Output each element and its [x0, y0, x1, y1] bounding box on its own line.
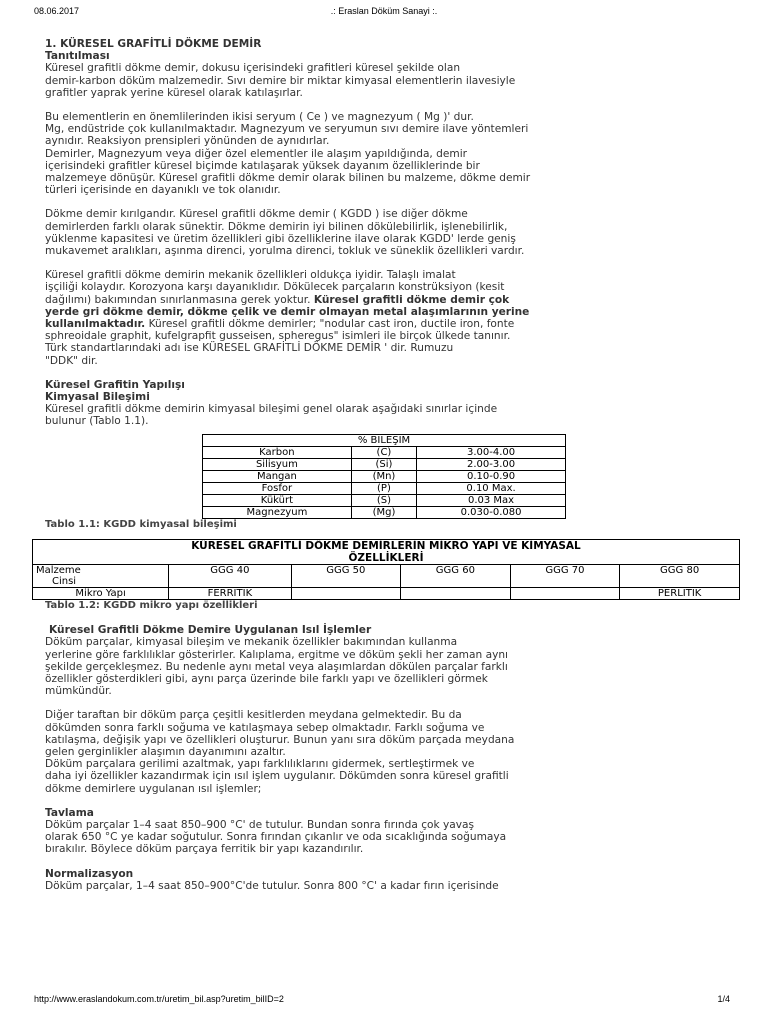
- section-heading: Küresel Grafitin Yapılışı: [45, 378, 185, 391]
- table-cell: GGG 60: [401, 564, 511, 587]
- paragraph-line: Küresel grafitli dökme demirin mekanik özellikleri oldukça iyidir. Talaşlı imalat: [45, 269, 456, 282]
- table-caption: Tablo 1.1: KGDD kimyasal bileşimi: [45, 518, 237, 530]
- paragraph-line: Küresel grafitli dökme demir, dokusu içerisindeki grafitleri küresel şekilde olan: [45, 62, 461, 75]
- table-header: % BİLEŞİM: [203, 434, 566, 446]
- print-page-title: .: Eraslan Döküm Sanayi :.: [330, 6, 438, 16]
- table-row: [203, 482, 566, 494]
- paragraph-line: Küresel grafitli dökme demirin kimyasal bileşimi genel olarak aşağıdaki sınırlar içinde: [45, 403, 498, 416]
- paragraph-line: Mg, endüstride çok kullanılmaktadır. Magnezyum ve seryumun sıvı demire ilave yöntemleri: [45, 123, 529, 136]
- table-cell: [510, 587, 620, 599]
- table-cell: 0.10-0.90: [417, 470, 566, 482]
- paragraph-line: mukavemet aralıkları, aşınma direnci, yorulma direnci, tokluk ve süneklik özellikleri vardır.: [45, 245, 525, 258]
- plain-text: dağılımı) bakımından sınırlanmasına gerek yoktur.: [45, 293, 314, 306]
- table-cell: PERLİTİK: [620, 587, 740, 599]
- paragraph-line: Döküm parçalar, 1–4 saat 850–900°C'de tutulur. Sonra 800 °C' a kadar fırın içerisinde: [45, 879, 499, 892]
- paragraph-line: Döküm parçalara gerilimi azaltmak, yapı farklılıklarını gidermek, sertleştirmek ve: [45, 758, 475, 771]
- page-number: 1/4: [717, 994, 730, 1004]
- paragraph-line: yüklenme kapasitesi ve üretim özellikleri gibi özelliklerine ilave olarak KGDD' lerde geniş: [45, 232, 516, 245]
- table-row: [33, 587, 740, 599]
- table-cell: GGG 80: [620, 564, 740, 587]
- section-subheading: Kimyasal Bileşimi: [45, 391, 150, 404]
- table-row: [203, 470, 566, 482]
- table-cell: GGG 70: [510, 564, 620, 587]
- table-title: [33, 539, 740, 564]
- composition-table: [202, 434, 566, 519]
- paragraph-line: şekilde gerçekleşmez. Bu nedenle aynı metal veya alaşımlardan dökülen parçalar farklı: [45, 660, 508, 673]
- table-cell: Silisyum: [203, 458, 352, 470]
- table-cell: Fosfor: [203, 482, 352, 494]
- table-row: [33, 564, 740, 587]
- table-cell: (S): [351, 494, 416, 506]
- paragraph-line: dökme demirlere uygulanan ısıl işlemler;: [45, 782, 262, 795]
- paragraph-line: gelen gerginlikler alaşımın dayanımını azaltır.: [45, 745, 286, 758]
- table-title-line: KÜRESEL GRAFİTLİ DÖKME DEMİRLERİN MİKRO YAPI VE KİMYASAL: [191, 539, 581, 552]
- paragraph-line: Döküm parçalar 1–4 saat 850–900 °C' de tutulur. Bundan sonra fırında çok yavaş: [45, 818, 475, 831]
- paragraph-line: aynıdır. Reaksiyon prensipleri yönünden de aynıdırlar.: [45, 135, 330, 148]
- paragraph-line: "DDK" dir.: [45, 354, 98, 367]
- paragraph-line: Dökme demir kırılgandır. Küresel grafitli dökme demir ( KGDD ) ise diğer dökme: [45, 208, 468, 221]
- table-cell: 2.00-3.00: [417, 458, 566, 470]
- table-cell: GGG 40: [169, 564, 291, 587]
- section-heading: Küresel Grafitli Dökme Demire Uygulanan Isıl İşlemler: [49, 624, 372, 637]
- table-row: [203, 494, 566, 506]
- paragraph-line: sphreoidale graphit, kufelgrapfit gusseisen, spheregus" isimleri ile birçok ülkede tanınır.: [45, 330, 511, 343]
- print-date: 08.06.2017: [34, 6, 80, 16]
- table-cell: 3.00-4.00: [417, 446, 566, 458]
- table-caption: Tablo 1.2: KGDD mikro yapı özellikleri: [45, 599, 258, 611]
- paragraph-line: Diğer taraftan bir döküm parça çeşitli kesitlerden meydana gelmektedir. Bu da: [45, 709, 462, 722]
- table-cell: (C): [351, 446, 416, 458]
- table-cell: Magnezyum: [203, 506, 352, 518]
- paragraph-line: grafitler yaprak yerine küresel olarak katılaşırlar.: [45, 86, 303, 99]
- bold-text: kullanılmaktadır.: [45, 318, 146, 331]
- paragraph-line: Türk standartlarındaki adı ise KÜRESEL GRAFİTLİ DÖKME DEMİR ' dir. Rumuzu: [45, 342, 454, 355]
- paragraph-line: dökümden sonra farklı soğuma ve katılaşmaya sebep olmaktadır. Farklı soğuma ve: [45, 721, 485, 734]
- paragraph-line: işçiliği kolaydır. Korozyona karşı dayanıklıdır. Dökülecek parçaların konstrüksiyon (kesit: [45, 281, 505, 294]
- paragraph-line: Bu elementlerin en önemlilerinden ikisi seryum ( Ce ) ve magnezyum ( Mg )' dur.: [45, 111, 474, 124]
- bold-text: Küresel grafitli dökme demir çok: [313, 293, 510, 306]
- table-title-line: ÖZELLİKLERİ: [348, 551, 424, 564]
- paragraph-line: içerisindeki grafitler küresel biçimde katılaşarak yüksek dayanım özelliklerinde bir: [45, 159, 480, 172]
- table-cell: Karbon: [203, 446, 352, 458]
- paragraph-line: mümkündür.: [45, 685, 112, 698]
- table-cell: FERRİTİK: [169, 587, 291, 599]
- table-cell: Mikro Yapı: [33, 587, 169, 599]
- table-cell: (Si): [351, 458, 416, 470]
- paragraph-line: daha iyi özellikler kazandırmak için ısıl işlem uygulanır. Dökümden sonra küresel grafitli: [45, 770, 509, 783]
- table-cell: 0.03 Max: [417, 494, 566, 506]
- plain-text: Küresel grafitli dökme demirler; "nodular cast iron, ductile iron, fonte: [145, 318, 515, 331]
- table-cell: (P): [351, 482, 416, 494]
- table-cell: [33, 564, 169, 587]
- table-cell: (Mn): [351, 470, 416, 482]
- table-row: [203, 506, 566, 518]
- table-row: [203, 446, 566, 458]
- table-cell: (Mg): [351, 506, 416, 518]
- paragraph-line: [45, 318, 725, 330]
- paragraph-line: [45, 294, 725, 306]
- table-cell: GGG 50: [291, 564, 401, 587]
- section-heading: Normalizasyon: [45, 867, 134, 880]
- section-heading: Tavlama: [45, 806, 94, 819]
- paragraph-line: demirlerden farklı olarak sünektir. Dökme demirin iyi bilinen dökülebilirlik, işlenebilirlik,: [45, 220, 508, 233]
- table-cell: 0.030-0.080: [417, 506, 566, 518]
- document-body: [36, 38, 725, 892]
- print-url: http://www.eraslandokum.com.tr/uretim_bil.asp?uretim_bilID=2: [34, 994, 284, 1004]
- table-cell: [291, 587, 401, 599]
- paragraph-line: yerlerine göre farklılıklar gösterirler. Kalıplama, ergitme ve döküm şekli her zaman aynı: [45, 648, 508, 661]
- section-subheading: Tanıtılması: [45, 50, 110, 63]
- paragraph-line: bırakılır. Böylece döküm parçaya ferritik bir yapı kazandırılır.: [45, 843, 364, 856]
- paragraph-line: türleri içerisinde en dayanıklı ve tok olanıdır.: [45, 184, 281, 197]
- paragraph-line: Demirler, Magnezyum veya diğer özel elementler ile alaşım yapıldığında, demir: [45, 147, 468, 160]
- paragraph-line: Döküm parçalar, kimyasal bileşim ve mekanik özellikler bakımından kullanma: [45, 636, 458, 649]
- section-heading: 1. KÜRESEL GRAFİTLİ DÖKME DEMİR: [45, 38, 262, 50]
- paragraph-line: olarak 650 °C ye kadar soğutulur. Sonra fırından çıkanlır ve oda sıcaklığında soğumaya: [45, 831, 507, 844]
- table-row: [203, 458, 566, 470]
- table-cell: 0.10 Max.: [417, 482, 566, 494]
- paragraph-line: özellikler gösterdikleri gibi, aynı parça üzerinde bile farklı yapı ve özellikleri görmek: [45, 672, 488, 685]
- paragraph-line: katılaşma, değişik yapı ve özellikleri oluşturur. Bunun yanı sıra döküm parçada meydana: [45, 733, 515, 746]
- bold-line: yerde gri dökme demir, dökme çelik ve demir olmayan metal alaşımlarının yerine: [45, 305, 530, 318]
- table-cell: Mangan: [203, 470, 352, 482]
- paragraph-line: bulunur (Tablo 1.1).: [45, 415, 149, 428]
- paragraph-line: demir-karbon döküm malzemedir. Sıvı demire bir miktar kimyasal elementlerin ilavesiyle: [45, 74, 516, 87]
- table-cell: [401, 587, 511, 599]
- table-cell: Kükürt: [203, 494, 352, 506]
- cell-line: Cinsi: [52, 575, 77, 587]
- microstructure-table: [32, 539, 740, 600]
- paragraph-line: malzemeye dönüşür. Küresel grafitli dökme demir olarak bilinen bu malzeme, dökme demir: [45, 172, 531, 185]
- cell-line: Malzeme: [36, 564, 81, 576]
